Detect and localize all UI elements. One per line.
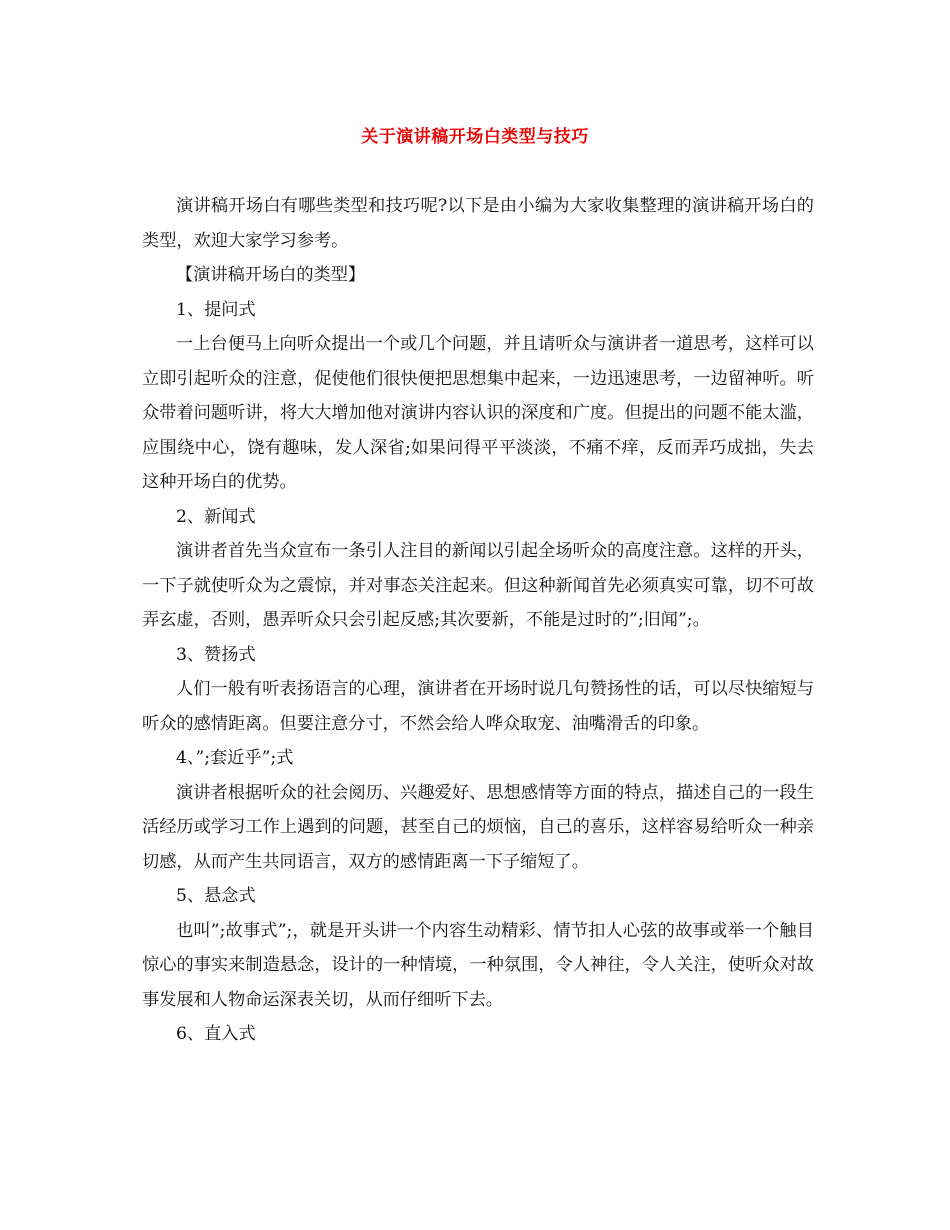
document-body: [142, 189, 814, 1052]
item-body-3: 人们一般有听表扬语言的心理，演讲者在开场时说几句赞扬性的话，可以尽快缩短与听众的感情距离。但要注意分寸，不然会给人哗众取宠、油嘴滑舌的印象。: [142, 679, 814, 734]
document-title: 关于演讲稿开场白类型与技巧: [361, 127, 589, 147]
item-body-5: 也叫”;故事式”;，就是开头讲一个内容生动精彩、情节扣人心弦的故事或举一个触目惊心的事实来制造悬念，设计的一种情境，一种氛围，令人神往，令人关注，使听众对故事发展和人物命运深表关切，从而仔细听下去。: [142, 920, 814, 1010]
paragraph-intro: 演讲稿开场白有哪些类型和技巧呢?以下是由小编为大家收集整理的演讲稿开场白的类型，欢迎大家学习参考。: [142, 196, 814, 251]
item-body-4: 演讲者根据听众的社会阅历、兴趣爱好、思想感情等方面的特点，描述自己的一段生活经历或学习工作上遇到的问题，甚至自己的烦恼，自己的喜乐，这样容易给听众一种亲切感，从而产生共同语言，双方的感情距离一下子缩短了。: [142, 782, 814, 872]
item-heading-5: 5、悬念式: [176, 886, 256, 906]
item-heading-3: 3、赞扬式: [176, 644, 256, 665]
item-body-2: 演讲者首先当众宣布一条引人注目的新闻以引起全场听众的高度注意。这样的开头，一下子就使听众为之震惊，并对事态关注起来。但这种新闻首先必须真实可靠，切不可故弄玄虚，否则，愚弄听众只会引起反感;其次要新，不能是过时的”;旧闻”;。: [142, 541, 814, 630]
item-heading-4: 4、”;套近乎”;式: [176, 748, 294, 768]
item-heading-1: 1、提问式: [176, 299, 256, 320]
section-heading-types: 【演讲稿开场白的类型】: [176, 265, 366, 285]
item-body-1: 一上台便马上向听众提出一个或几个问题，并且请听众与演讲者一道思考，这样可以立即引起听众的注意，促使他们很快便把思想集中起来，一边迅速思考，一边留神听。听众带着问题听讲，将大大增加他对演讲内容认识的深度和广度。但提出的问题不能太滥，应围绕中心，饶有趣味，发人深省;如果问得平平淡淡，不痛不痒，反而弄巧成拙，失去这种开场白的优势。: [142, 334, 814, 492]
item-heading-2: 2、新闻式: [176, 506, 256, 527]
item-heading-6: 6、直入式: [176, 1024, 256, 1044]
